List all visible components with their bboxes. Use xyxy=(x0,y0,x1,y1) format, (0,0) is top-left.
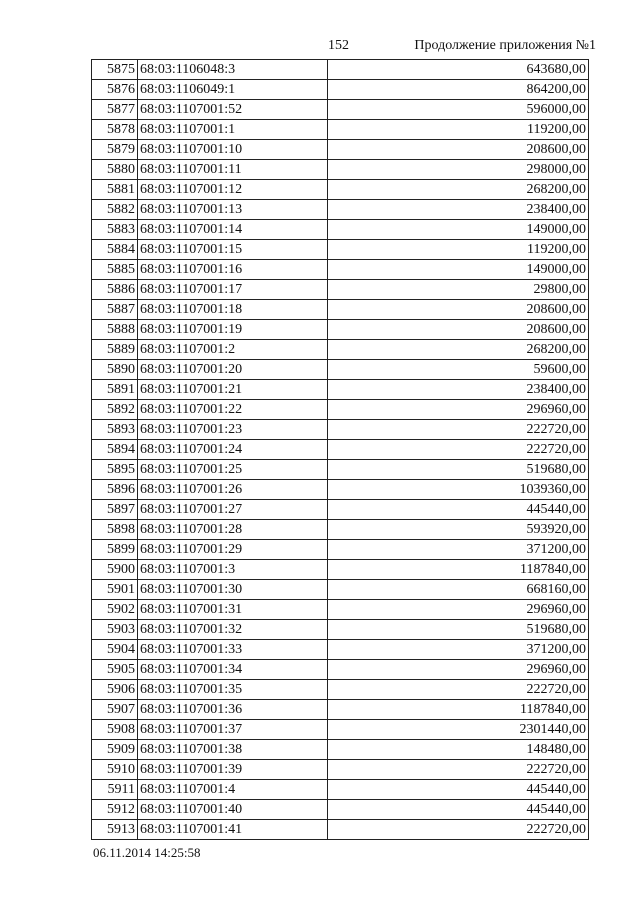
row-number: 5884 xyxy=(92,240,138,260)
table-row xyxy=(92,380,589,400)
table-row xyxy=(92,580,589,600)
table-row xyxy=(92,220,589,240)
cadastral-number: 68:03:1107001:10 xyxy=(138,140,328,160)
cadastral-number: 68:03:1107001:29 xyxy=(138,540,328,560)
cadastral-value: 208600,00 xyxy=(328,140,589,160)
row-number: 5912 xyxy=(92,800,138,820)
table-row xyxy=(92,260,589,280)
row-number: 5876 xyxy=(92,80,138,100)
cadastral-number: 68:03:1107001:12 xyxy=(138,180,328,200)
row-number: 5877 xyxy=(92,100,138,120)
cadastral-value: 296960,00 xyxy=(328,600,589,620)
table-row xyxy=(92,740,589,760)
cadastral-number: 68:03:1107001:28 xyxy=(138,520,328,540)
row-number: 5880 xyxy=(92,160,138,180)
cadastral-number: 68:03:1107001:38 xyxy=(138,740,328,760)
row-number: 5896 xyxy=(92,480,138,500)
cadastral-value: 149000,00 xyxy=(328,260,589,280)
cadastral-number: 68:03:1107001:25 xyxy=(138,460,328,480)
cadastral-value: 208600,00 xyxy=(328,320,589,340)
row-number: 5906 xyxy=(92,680,138,700)
table-row xyxy=(92,240,589,260)
table-row xyxy=(92,200,589,220)
cadastral-value: 864200,00 xyxy=(328,80,589,100)
row-number: 5913 xyxy=(92,820,138,840)
cadastral-value: 445440,00 xyxy=(328,800,589,820)
cadastral-number: 68:03:1107001:35 xyxy=(138,680,328,700)
cadastral-value: 2301440,00 xyxy=(328,720,589,740)
table-row xyxy=(92,660,589,680)
cadastral-value: 208600,00 xyxy=(328,300,589,320)
table-row xyxy=(92,140,589,160)
table-row xyxy=(92,680,589,700)
row-number: 5892 xyxy=(92,400,138,420)
row-number: 5881 xyxy=(92,180,138,200)
table-body xyxy=(92,60,589,840)
row-number: 5895 xyxy=(92,460,138,480)
cadastral-value: 519680,00 xyxy=(328,620,589,640)
cadastral-number: 68:03:1107001:20 xyxy=(138,360,328,380)
cadastral-value: 519680,00 xyxy=(328,460,589,480)
cadastral-number: 68:03:1107001:1 xyxy=(138,120,328,140)
table-row xyxy=(92,180,589,200)
cadastral-value: 222720,00 xyxy=(328,820,589,840)
cadastral-number: 68:03:1107001:21 xyxy=(138,380,328,400)
cadastral-value-table xyxy=(91,59,589,840)
table-row xyxy=(92,760,589,780)
row-number: 5888 xyxy=(92,320,138,340)
row-number: 5879 xyxy=(92,140,138,160)
row-number: 5909 xyxy=(92,740,138,760)
table-row xyxy=(92,520,589,540)
cadastral-value: 596000,00 xyxy=(328,100,589,120)
table-row xyxy=(92,720,589,740)
row-number: 5900 xyxy=(92,560,138,580)
cadastral-number: 68:03:1107001:17 xyxy=(138,280,328,300)
cadastral-number: 68:03:1107001:41 xyxy=(138,820,328,840)
row-number: 5901 xyxy=(92,580,138,600)
table-row xyxy=(92,320,589,340)
table-row xyxy=(92,160,589,180)
table-row xyxy=(92,460,589,480)
table-row xyxy=(92,60,589,80)
table-row xyxy=(92,640,589,660)
table-row xyxy=(92,120,589,140)
cadastral-number: 68:03:1107001:36 xyxy=(138,700,328,720)
row-number: 5907 xyxy=(92,700,138,720)
row-number: 5891 xyxy=(92,380,138,400)
cadastral-value: 268200,00 xyxy=(328,340,589,360)
row-number: 5902 xyxy=(92,600,138,620)
cadastral-number: 68:03:1107001:11 xyxy=(138,160,328,180)
page-continuation-label: Продолжение приложения №1 xyxy=(414,38,596,53)
row-number: 5910 xyxy=(92,760,138,780)
table-row xyxy=(92,440,589,460)
cadastral-number: 68:03:1107001:15 xyxy=(138,240,328,260)
cadastral-number: 68:03:1107001:14 xyxy=(138,220,328,240)
row-number: 5890 xyxy=(92,360,138,380)
cadastral-value: 222720,00 xyxy=(328,680,589,700)
cadastral-value: 222720,00 xyxy=(328,760,589,780)
cadastral-number: 68:03:1107001:52 xyxy=(138,100,328,120)
cadastral-value: 59600,00 xyxy=(328,360,589,380)
row-number: 5878 xyxy=(92,120,138,140)
cadastral-number: 68:03:1107001:27 xyxy=(138,500,328,520)
cadastral-value: 668160,00 xyxy=(328,580,589,600)
cadastral-value: 643680,00 xyxy=(328,60,589,80)
table-row xyxy=(92,560,589,580)
cadastral-value: 296960,00 xyxy=(328,660,589,680)
table-row xyxy=(92,540,589,560)
row-number: 5897 xyxy=(92,500,138,520)
row-number: 5889 xyxy=(92,340,138,360)
cadastral-value: 119200,00 xyxy=(328,120,589,140)
cadastral-value: 238400,00 xyxy=(328,200,589,220)
table-row xyxy=(92,500,589,520)
row-number: 5904 xyxy=(92,640,138,660)
cadastral-number: 68:03:1106049:1 xyxy=(138,80,328,100)
cadastral-number: 68:03:1107001:23 xyxy=(138,420,328,440)
page-number: 152 xyxy=(328,38,349,53)
cadastral-value: 119200,00 xyxy=(328,240,589,260)
cadastral-value: 222720,00 xyxy=(328,440,589,460)
table-row xyxy=(92,300,589,320)
cadastral-number: 68:03:1106048:3 xyxy=(138,60,328,80)
cadastral-value: 445440,00 xyxy=(328,500,589,520)
row-number: 5886 xyxy=(92,280,138,300)
cadastral-value: 593920,00 xyxy=(328,520,589,540)
cadastral-value: 268200,00 xyxy=(328,180,589,200)
cadastral-number: 68:03:1107001:32 xyxy=(138,620,328,640)
cadastral-value: 298000,00 xyxy=(328,160,589,180)
table-row xyxy=(92,820,589,840)
cadastral-value: 371200,00 xyxy=(328,640,589,660)
cadastral-number: 68:03:1107001:22 xyxy=(138,400,328,420)
row-number: 5903 xyxy=(92,620,138,640)
cadastral-number: 68:03:1107001:33 xyxy=(138,640,328,660)
cadastral-number: 68:03:1107001:40 xyxy=(138,800,328,820)
cadastral-number: 68:03:1107001:4 xyxy=(138,780,328,800)
cadastral-number: 68:03:1107001:26 xyxy=(138,480,328,500)
cadastral-number: 68:03:1107001:34 xyxy=(138,660,328,680)
cadastral-value: 149000,00 xyxy=(328,220,589,240)
cadastral-value: 222720,00 xyxy=(328,420,589,440)
table-row xyxy=(92,420,589,440)
cadastral-value: 238400,00 xyxy=(328,380,589,400)
table-row xyxy=(92,100,589,120)
row-number: 5883 xyxy=(92,220,138,240)
table-row xyxy=(92,400,589,420)
cadastral-number: 68:03:1107001:18 xyxy=(138,300,328,320)
table-row xyxy=(92,80,589,100)
cadastral-number: 68:03:1107001:2 xyxy=(138,340,328,360)
table-row xyxy=(92,360,589,380)
table-row xyxy=(92,340,589,360)
table-row xyxy=(92,480,589,500)
table-row xyxy=(92,700,589,720)
row-number: 5898 xyxy=(92,520,138,540)
cadastral-number: 68:03:1107001:16 xyxy=(138,260,328,280)
row-number: 5905 xyxy=(92,660,138,680)
row-number: 5894 xyxy=(92,440,138,460)
table-row xyxy=(92,620,589,640)
cadastral-number: 68:03:1107001:13 xyxy=(138,200,328,220)
footer-timestamp: 06.11.2014 14:25:58 xyxy=(93,845,201,860)
row-number: 5882 xyxy=(92,200,138,220)
table-row xyxy=(92,800,589,820)
cadastral-number: 68:03:1107001:39 xyxy=(138,760,328,780)
row-number: 5893 xyxy=(92,420,138,440)
row-number: 5875 xyxy=(92,60,138,80)
cadastral-number: 68:03:1107001:37 xyxy=(138,720,328,740)
cadastral-value: 445440,00 xyxy=(328,780,589,800)
cadastral-value: 1039360,00 xyxy=(328,480,589,500)
cadastral-value: 296960,00 xyxy=(328,400,589,420)
cadastral-number: 68:03:1107001:19 xyxy=(138,320,328,340)
row-number: 5887 xyxy=(92,300,138,320)
row-number: 5908 xyxy=(92,720,138,740)
row-number: 5911 xyxy=(92,780,138,800)
row-number: 5899 xyxy=(92,540,138,560)
cadastral-value: 148480,00 xyxy=(328,740,589,760)
cadastral-number: 68:03:1107001:31 xyxy=(138,600,328,620)
cadastral-number: 68:03:1107001:3 xyxy=(138,560,328,580)
cadastral-number: 68:03:1107001:24 xyxy=(138,440,328,460)
table-row xyxy=(92,780,589,800)
row-number: 5885 xyxy=(92,260,138,280)
cadastral-value: 29800,00 xyxy=(328,280,589,300)
cadastral-value: 371200,00 xyxy=(328,540,589,560)
cadastral-value: 1187840,00 xyxy=(328,700,589,720)
cadastral-value: 1187840,00 xyxy=(328,560,589,580)
cadastral-number: 68:03:1107001:30 xyxy=(138,580,328,600)
table-row xyxy=(92,600,589,620)
table-row xyxy=(92,280,589,300)
